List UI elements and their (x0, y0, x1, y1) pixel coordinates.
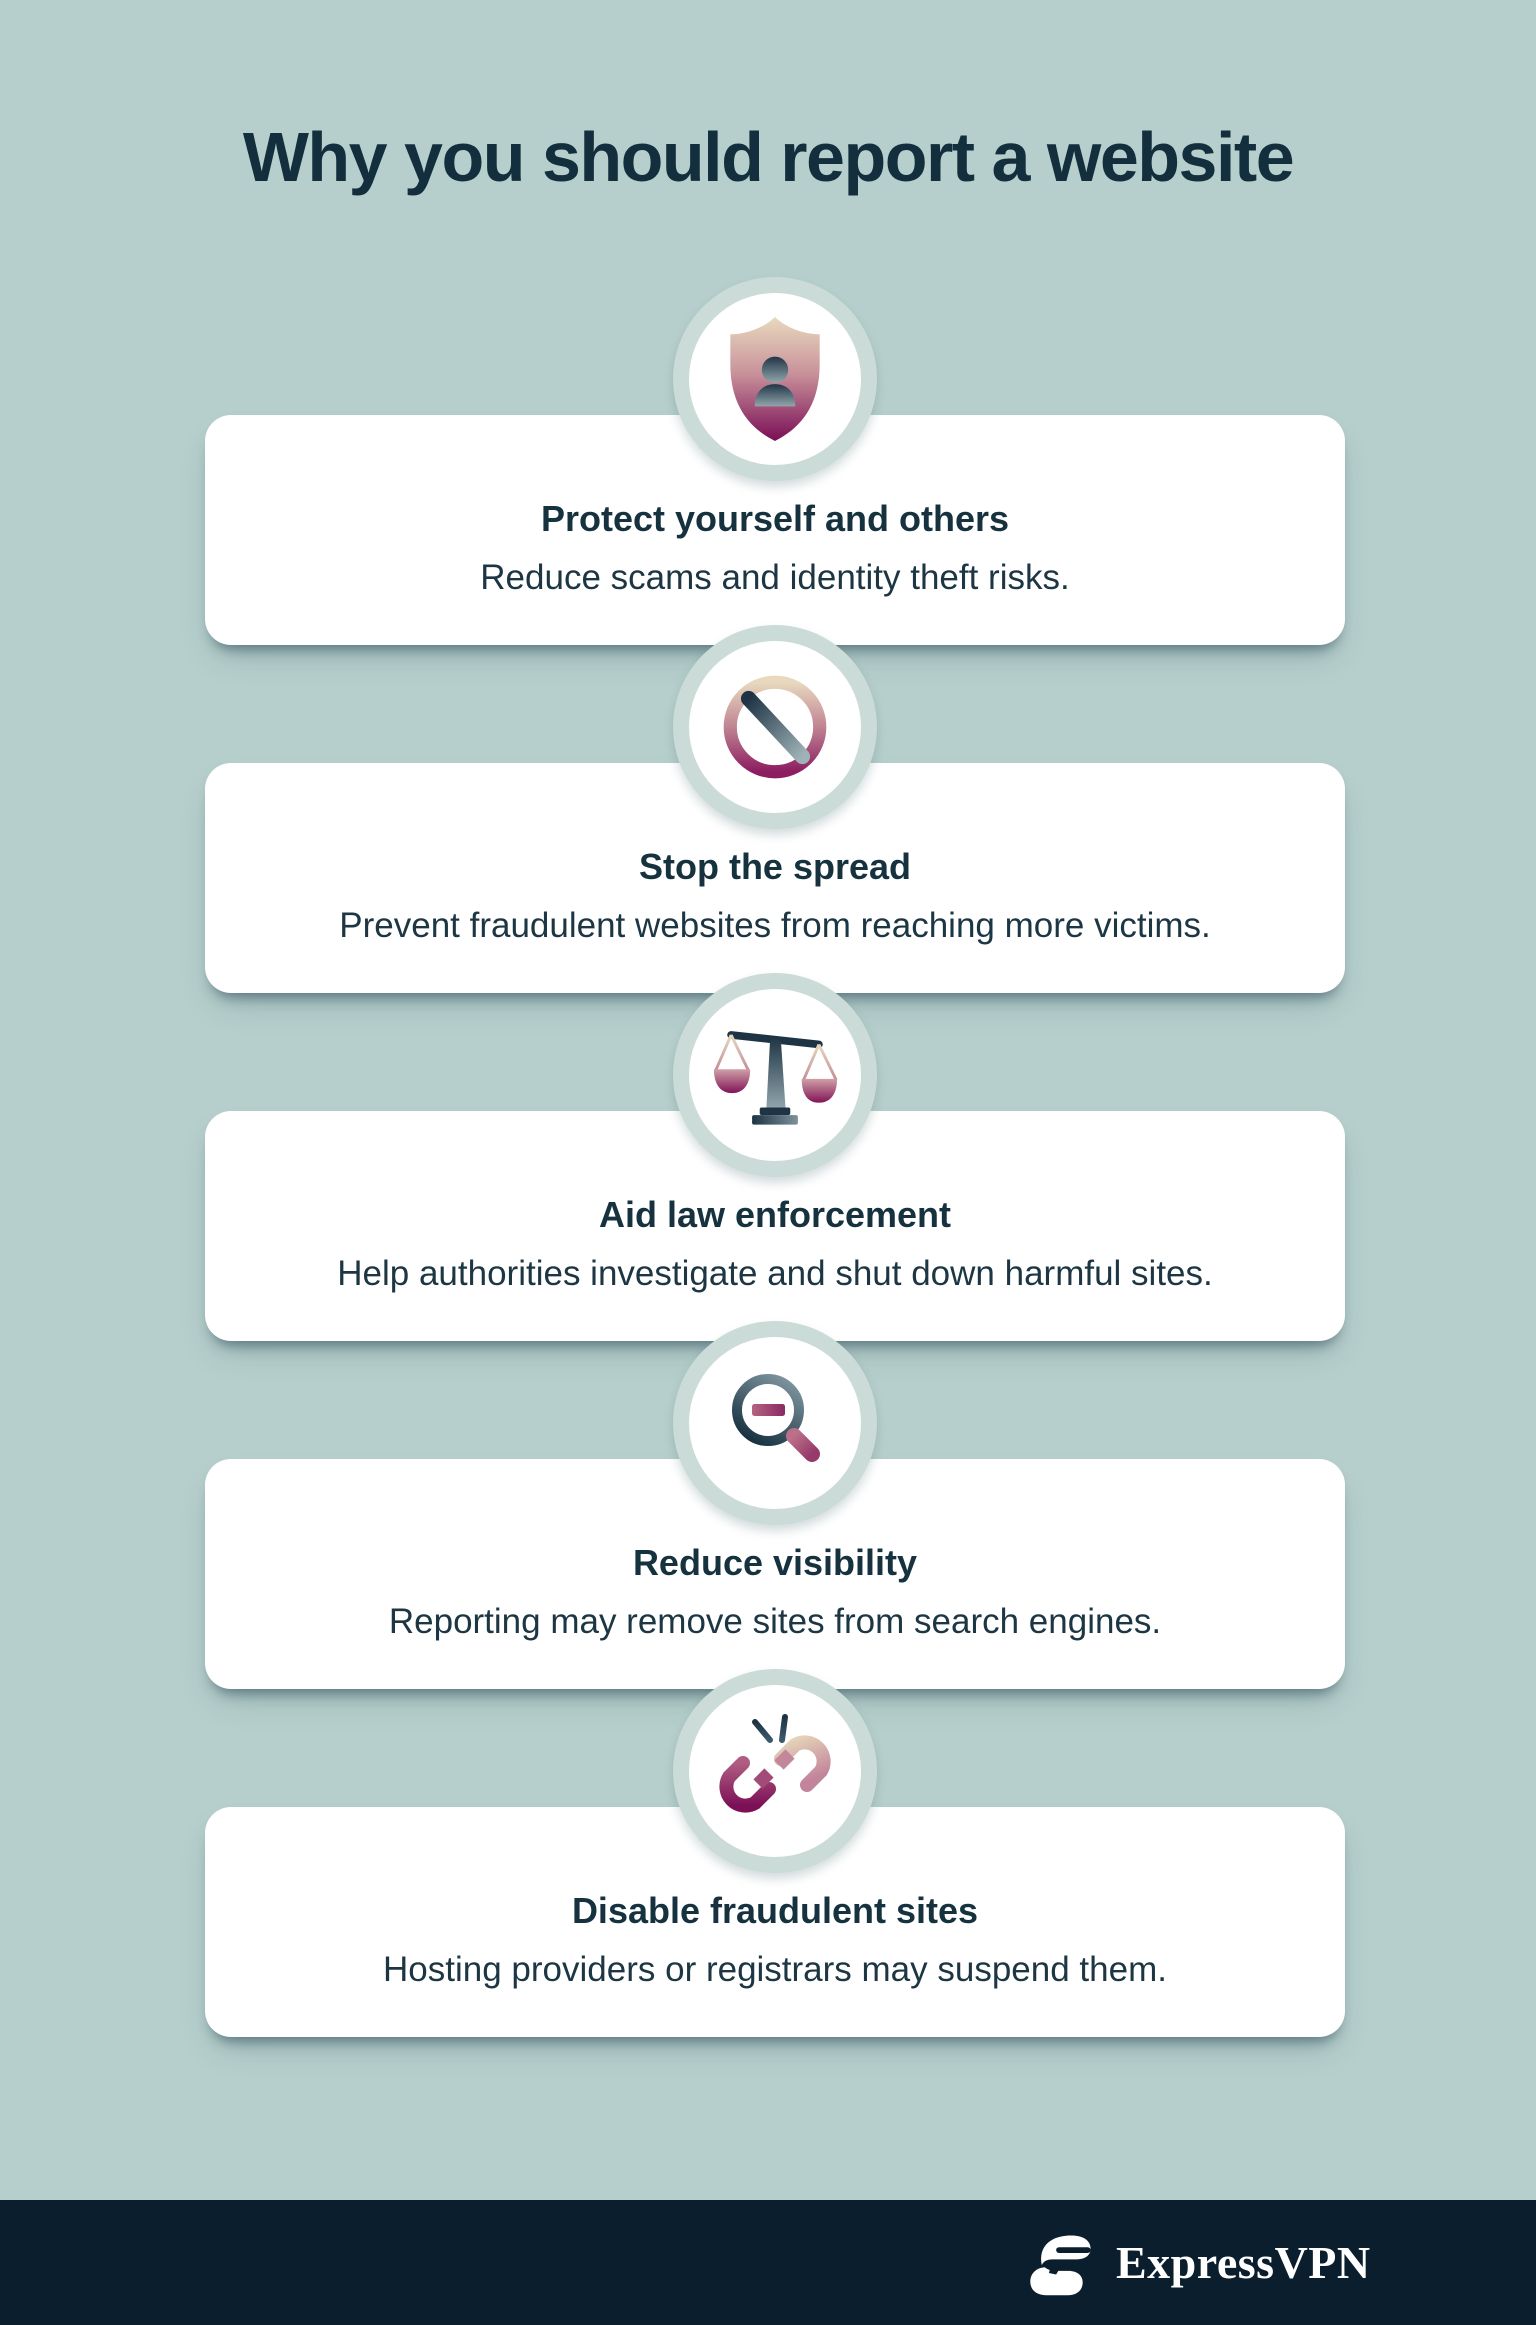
badge-inner-circle (689, 293, 861, 465)
badge-protect (673, 277, 877, 481)
badge-inner-circle (689, 1685, 861, 1857)
expressvpn-logo (1022, 2200, 1371, 2325)
badge-inner-circle (689, 1337, 861, 1509)
badge-inner-circle (689, 641, 861, 813)
badge-stop (673, 625, 877, 829)
card-heading: Stop the spread (638, 846, 912, 887)
expressvpn-logo-icon (1022, 2230, 1096, 2296)
badge-law (673, 973, 877, 1177)
card-body: Prevent fraudulent websites from reaching more victims. (339, 906, 1211, 945)
card-body: Help authorities investigate and shut down harmful sites. (337, 1254, 1213, 1293)
badge-disable (673, 1669, 877, 1873)
card-heading: Disable fraudulent sites (571, 1890, 979, 1931)
scales-icon (712, 1019, 838, 1131)
magnifier-minus-icon (715, 1363, 835, 1483)
expressvpn-wordmark: ExpressVPN (1116, 2237, 1371, 2288)
card-heading: Protect yourself and others (540, 498, 1010, 539)
card-body: Reporting may remove sites from search engines. (388, 1602, 1162, 1641)
prohibition-icon (714, 666, 836, 788)
footer-bar (0, 2200, 1536, 2325)
card-heading: Aid law enforcement (598, 1194, 952, 1235)
card-body: Hosting providers or registrars may suspend them. (383, 1950, 1167, 1989)
card-heading: Reduce visibility (632, 1542, 918, 1583)
badge-visibility (673, 1321, 877, 1525)
shield-person-icon (716, 313, 834, 445)
card-body: Reduce scams and identity theft risks. (480, 558, 1070, 597)
badge-inner-circle (689, 989, 861, 1161)
broken-link-icon (715, 1711, 835, 1831)
page-title: Why you should report a website (242, 117, 1294, 196)
